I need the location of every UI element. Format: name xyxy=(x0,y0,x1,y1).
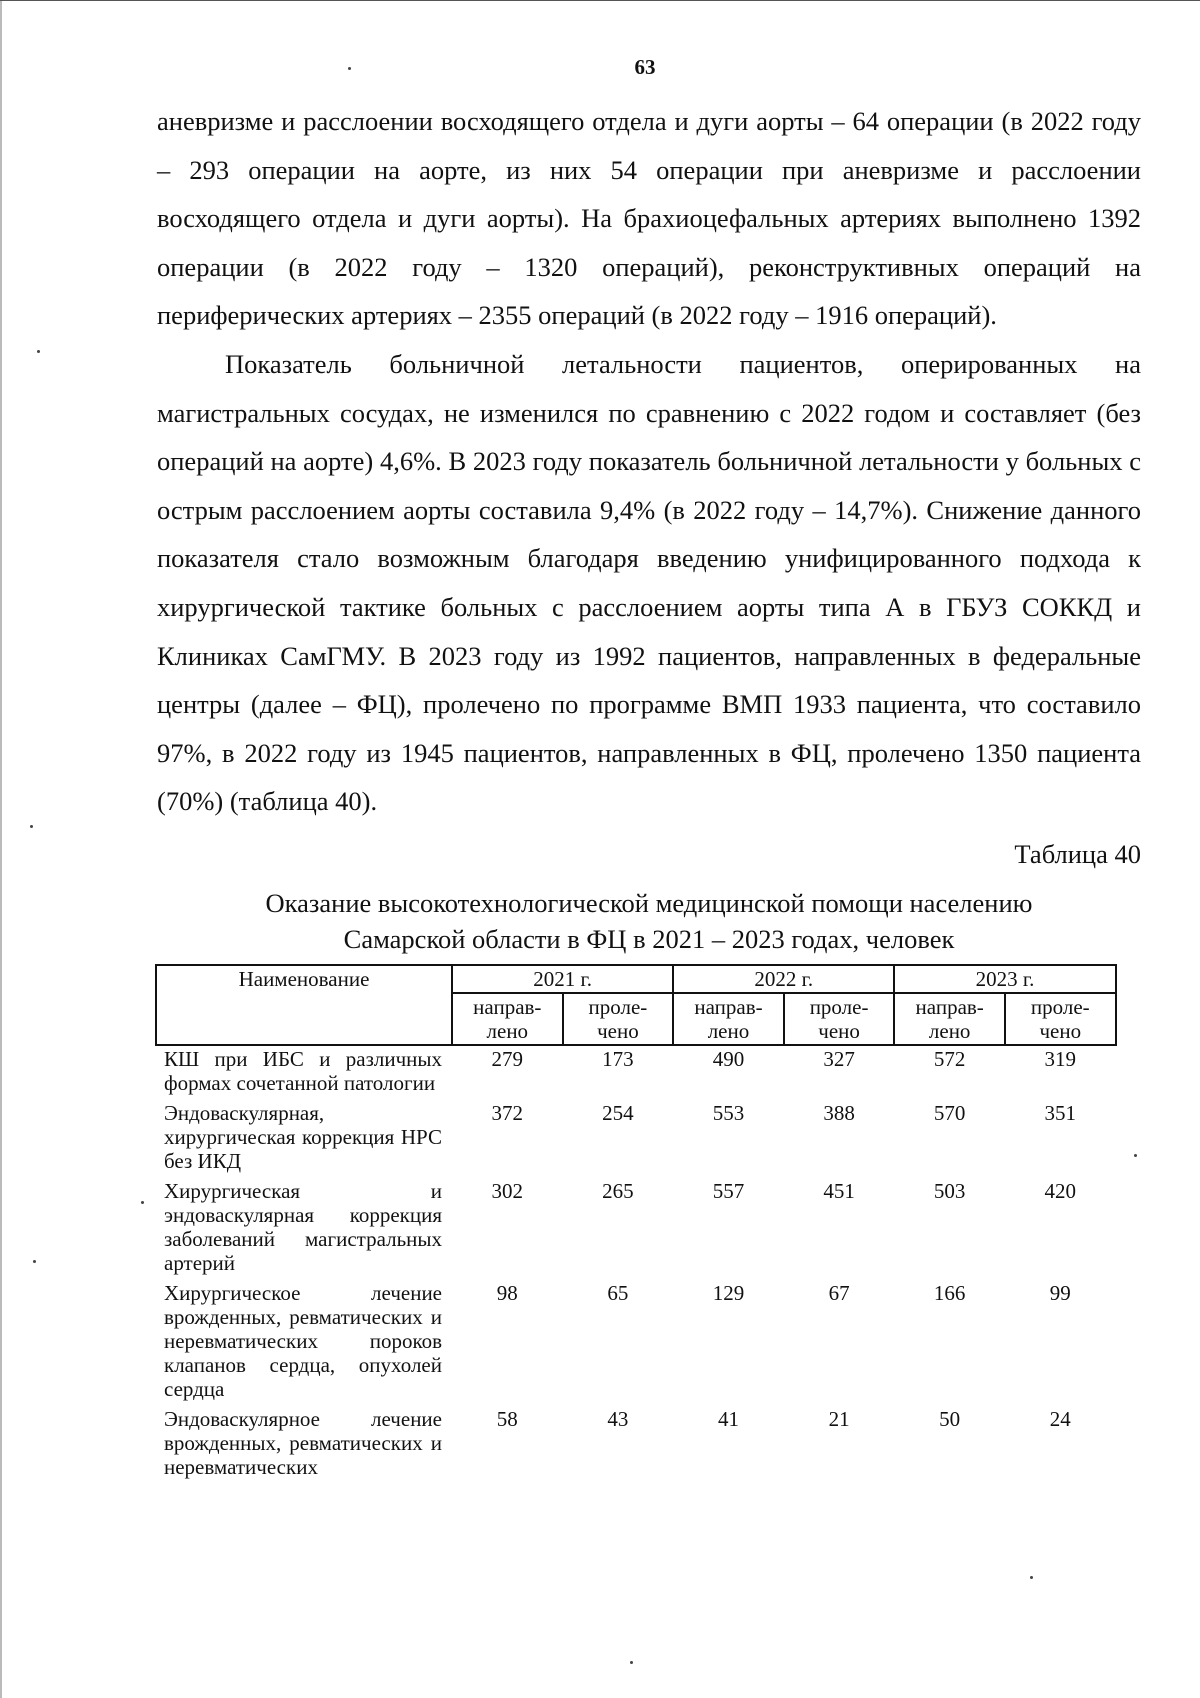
row-value: 67 xyxy=(828,1281,850,1305)
row-value: 351 xyxy=(1044,1101,1077,1125)
row-value: 50 xyxy=(939,1407,961,1431)
row-value: 98 xyxy=(496,1281,518,1305)
table-caption-line-2: Самарской области в ФЦ в 2021 – 2023 годах, человек xyxy=(343,924,955,954)
table-row xyxy=(156,1100,1116,1178)
header-sent-2021: направ- лено xyxy=(452,993,563,1045)
header-year-2021: 2021 г. xyxy=(452,965,673,993)
row-value: 279 xyxy=(491,1047,524,1071)
row-value: 265 xyxy=(602,1179,634,1203)
row-value: 557 xyxy=(712,1179,745,1203)
header-treated-2023: проле- чено xyxy=(1005,993,1116,1045)
row-name: Эндоваскулярное лечение врожденных, ревматических и неревматических xyxy=(164,1407,442,1479)
vmp-table xyxy=(155,964,1117,1484)
row-name: Хирургическая и эндоваскулярная коррекция заболеваний магистральных артерий xyxy=(164,1179,442,1275)
row-value: 490 xyxy=(712,1047,745,1071)
row-value: 327 xyxy=(823,1047,855,1071)
row-value: 173 xyxy=(602,1047,634,1071)
row-value: 302 xyxy=(491,1179,524,1203)
row-value: 570 xyxy=(933,1101,966,1125)
scan-speck xyxy=(33,1260,36,1263)
row-value: 21 xyxy=(828,1407,850,1431)
scan-speck xyxy=(348,67,351,70)
row-value: 24 xyxy=(1049,1407,1071,1431)
row-value: 372 xyxy=(491,1101,524,1125)
table-row xyxy=(156,1178,1116,1280)
scan-speck xyxy=(1030,1576,1033,1579)
row-name: КШ при ИБС и различных формах сочетанной патологии xyxy=(164,1047,442,1095)
table-caption-line-1: Оказание высокотехнологической медицинской помощи населению xyxy=(265,888,1033,918)
row-value: 420 xyxy=(1044,1179,1077,1203)
header-year-2022: 2022 г. xyxy=(673,965,894,993)
scan-speck xyxy=(30,825,33,828)
row-value: 129 xyxy=(712,1281,745,1305)
paragraph-1: аневризме и расслоении восходящего отдела и дуги аорты – 64 операции (в 2022 году – 293 операции на аорте, из них 54 операции при аневризме и расслоении восходящего отдела и дуги аорты). На брахиоцефальных артериях выполнено 1392 операции (в 2022 году – 1320 операций), реконструктивных операций на периферических артериях – 2355 операций (в 2022 году – 1916 операций). xyxy=(157,106,1141,331)
header-sent-2022: направ- лено xyxy=(673,993,784,1045)
row-value: 572 xyxy=(933,1047,966,1071)
table-row xyxy=(156,1406,1116,1484)
row-value: 388 xyxy=(823,1101,855,1125)
scan-speck xyxy=(37,350,40,353)
table-label: Таблица 40 xyxy=(1014,839,1141,869)
table-row xyxy=(156,1045,1116,1100)
header-sent-2023: направ- лено xyxy=(894,993,1005,1045)
row-value: 254 xyxy=(602,1101,634,1125)
page-number: 63 xyxy=(634,55,656,79)
row-value: 319 xyxy=(1044,1047,1077,1071)
header-name: Наименование xyxy=(156,965,452,1045)
header-year-2023: 2023 г. xyxy=(894,965,1115,993)
row-value: 65 xyxy=(607,1281,629,1305)
row-value: 43 xyxy=(607,1407,629,1431)
scan-speck xyxy=(1134,1154,1137,1157)
table-row xyxy=(156,1280,1116,1406)
table-body xyxy=(156,1045,1116,1484)
table-caption xyxy=(157,885,1141,957)
row-value: 99 xyxy=(1049,1281,1071,1305)
row-value: 41 xyxy=(717,1407,739,1431)
row-value: 451 xyxy=(823,1179,855,1203)
row-value: 553 xyxy=(712,1101,745,1125)
paragraph-2: Показатель больничной летальности пациентов, оперированных на магистральных сосудах, не изменился по сравнению с 2022 годом и составляет (без операций на аорте) 4,6%. В 2023 году показатель больничной летальности у больных с острым расслоением аорты составила 9,4% (в 2022 году – 14,7%). Снижение данного показателя стало возможным благодаря введению унифицированного подхода к хирургической тактике больных с расслоением аорты типа А в ГБУЗ СОККД и Клиниках СамГМУ. В 2023 году из 1992 пациентов, направленных в федеральные центры (далее – ФЦ), пролечено по программе ВМП 1933 пациента, что составило 97%, в 2022 году из 1945 пациентов, направленных в ФЦ, пролечено 1350 пациента (70%) (таблица 40). xyxy=(157,348,1141,817)
header-treated-2022: проле- чено xyxy=(784,993,895,1045)
row-name: Хирургическое лечение врожденных, ревматических и неревматических пороков клапанов сердца, опухолей сердца xyxy=(164,1281,442,1401)
header-treated-2021: проле- чено xyxy=(563,993,674,1045)
scan-speck xyxy=(141,1201,144,1204)
scan-speck xyxy=(630,1661,633,1664)
row-value: 503 xyxy=(933,1179,966,1203)
row-name: Эндоваскулярная, хирургическая коррекция НРС без ИКД xyxy=(164,1101,442,1173)
row-value: 58 xyxy=(496,1407,518,1431)
row-value: 166 xyxy=(933,1281,966,1305)
body-text xyxy=(157,97,1141,826)
